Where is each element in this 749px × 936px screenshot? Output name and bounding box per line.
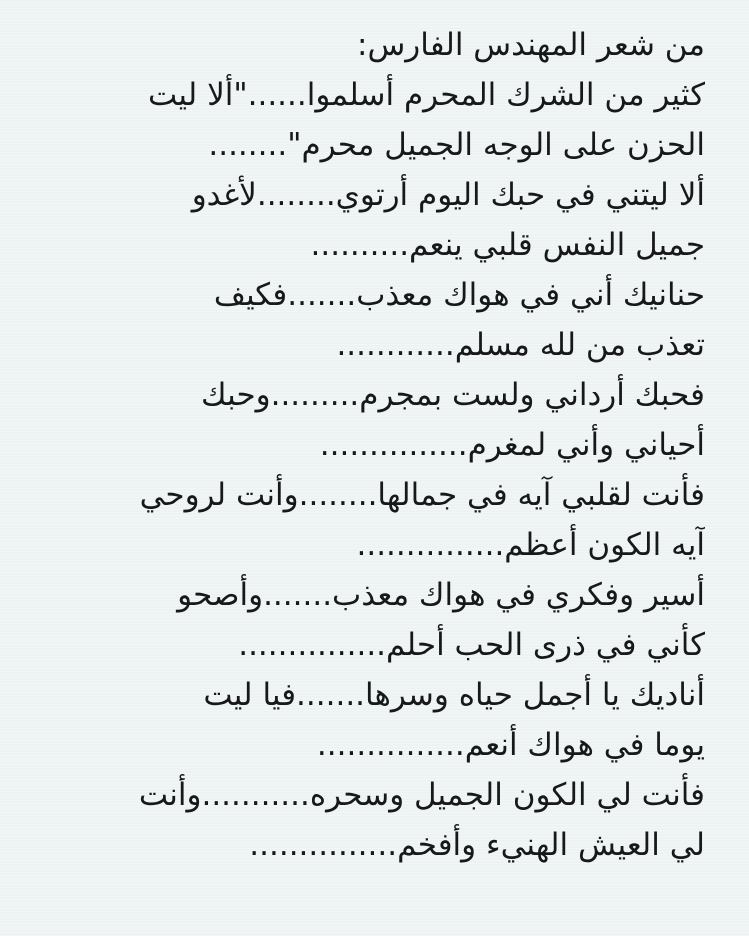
poem-line: يوما في هواك أنعم............... <box>316 727 705 763</box>
poem-line: فحبك أرداني ولست بمجرم.........وحبك <box>200 377 705 413</box>
poem-line: أناديك يا أجمل حياه وسرها.......فيا ليت <box>203 677 705 713</box>
poem-line: الحزن على الوجه الجميل محرم"........ <box>208 127 705 163</box>
poem-line: جميل النفس قلبي ينعم.......... <box>310 227 705 263</box>
poem-line: فأنت لقلبي آيه في جمالها........وأنت لروحي <box>139 477 705 513</box>
poem-line: ألا ليتني في حبك اليوم أرتوي........لأغدو <box>191 177 705 213</box>
poem-line: أسير وفكري في هواك معذب.......وأصحو <box>177 577 705 613</box>
poem-text <box>25 20 705 870</box>
poem-heading: من شعر المهندس الفارس: <box>357 27 705 63</box>
poem-line: تعذب من لله مسلم............ <box>336 327 705 363</box>
poem-line: فأنت لي الكون الجميل وسحره...........وأنت <box>138 777 705 813</box>
poem-line: كأني في ذرى الحب أحلم............... <box>238 627 705 663</box>
poem-line: حنانيك أني في هواك معذب.......فكيف <box>213 277 705 313</box>
poem-line: كثير من الشرك المحرم أسلموا......"ألا ليت <box>147 77 705 113</box>
poem-line: لي العيش الهنيء وأفخم............... <box>249 827 705 863</box>
poem-line: آيه الكون أعظم............... <box>356 527 705 563</box>
poem-line: أحياني وأني لمغرم............... <box>319 427 705 463</box>
